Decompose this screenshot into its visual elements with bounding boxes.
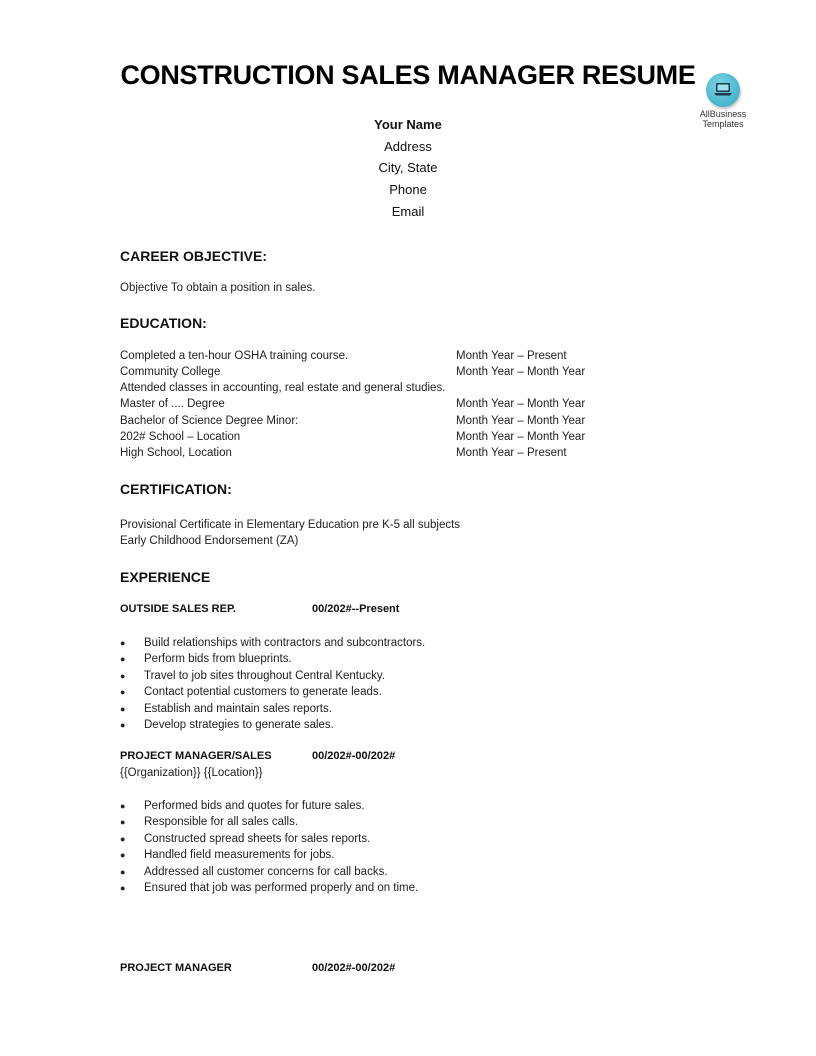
list-item <box>120 831 418 847</box>
certification-line: Early Childhood Endorsement (ZA) <box>120 535 299 547</box>
education-item: Bachelor of Science Degree Minor: <box>120 415 299 427</box>
bullet-icon: ● <box>120 654 126 665</box>
laptop-icon <box>706 73 740 107</box>
education-row <box>120 431 640 447</box>
education-row <box>120 398 640 414</box>
bullet-text: Performed bids and quotes for future sales. <box>144 800 365 812</box>
education-item: Completed a ten-hour OSHA training course. <box>120 350 349 362</box>
logo-line-2: Templates <box>702 119 744 129</box>
job-header <box>120 750 520 766</box>
list-item <box>120 798 418 814</box>
career-objective-heading: CAREER OBJECTIVE: <box>120 248 268 264</box>
education-dates: Month Year – Present <box>456 350 567 362</box>
bullet-text: Contact potential customers to generate leads. <box>144 686 382 699</box>
list-item <box>120 880 418 896</box>
experience-heading: EXPERIENCE <box>120 569 211 585</box>
bullet-text: Ensured that job was performed properly and on time. <box>144 881 419 894</box>
list-item <box>120 847 418 863</box>
education-dates: Month Year – Month Year <box>456 431 586 443</box>
education-dates: Month Year – Month Year <box>456 366 586 378</box>
page-title: CONSTRUCTION SALES MANAGER RESUME <box>120 60 696 90</box>
bullet-text: Develop strategies to generate sales. <box>144 718 334 731</box>
bullet-icon: ● <box>120 801 126 811</box>
bullet-icon: ● <box>120 687 126 698</box>
bullet-icon: ● <box>120 833 126 844</box>
job-dates: 00/202#--Present <box>312 603 400 615</box>
education-row <box>120 382 640 398</box>
education-dates: Month Year – Present <box>456 447 567 459</box>
education-item: 202# School – Location <box>120 431 241 443</box>
bullet-text: Travel to job sites throughout Central Kentucky. <box>144 669 385 682</box>
job-dates: 00/202#-00/202# <box>312 750 396 762</box>
education-heading: EDUCATION: <box>120 315 207 331</box>
job-header <box>120 962 520 978</box>
job-bullet-list <box>120 798 418 896</box>
list-item <box>120 814 418 830</box>
bullet-icon: ● <box>120 817 126 828</box>
list-item <box>120 651 425 667</box>
list-item <box>120 717 425 733</box>
bullet-text: Handled field measurements for jobs. <box>144 849 335 862</box>
career-objective-text: Objective To obtain a position in sales. <box>120 282 316 294</box>
bullet-icon: ● <box>120 850 126 861</box>
education-item: Attended classes in accounting, real estate and general studies. <box>120 382 446 394</box>
certification-heading: CERTIFICATION: <box>120 481 232 497</box>
bullet-icon: ● <box>120 882 126 893</box>
job-title: OUTSIDE SALES REP. <box>120 603 236 615</box>
job-header <box>120 603 520 619</box>
contact-email: Email <box>391 203 425 219</box>
education-dates: Month Year – Month Year <box>456 415 586 427</box>
job-organization: {{Organization}} {{Location}} <box>120 767 263 779</box>
logo-line-1: AllBusiness <box>699 109 747 119</box>
list-item <box>120 635 425 651</box>
education-item: Master of .... Degree <box>120 398 225 410</box>
contact-city-state: City, State <box>378 160 438 176</box>
bullet-icon: ● <box>120 719 126 730</box>
education-row <box>120 350 640 366</box>
contact-address: Address <box>384 138 432 154</box>
education-row <box>120 447 640 463</box>
bullet-icon: ● <box>120 638 126 648</box>
contact-block <box>0 114 816 222</box>
certification-line: Provisional Certificate in Elementary Education pre K-5 all subjects <box>120 519 461 531</box>
education-dates: Month Year – Month Year <box>456 398 586 410</box>
list-item <box>120 701 425 717</box>
job-dates: 00/202#-00/202# <box>312 962 396 974</box>
bullet-icon: ● <box>120 866 126 877</box>
bullet-text: Addressed all customer concerns for call backs. <box>144 865 388 878</box>
job-title: PROJECT MANAGER <box>120 962 232 974</box>
list-item <box>120 668 425 684</box>
education-row <box>120 366 640 382</box>
bullet-text: Establish and maintain sales reports. <box>144 702 332 715</box>
bullet-text: Build relationships with contractors and subcontractors. <box>144 637 426 649</box>
list-item <box>120 864 418 880</box>
bullet-text: Constructed spread sheets for sales reports. <box>144 832 371 845</box>
contact-phone: Phone <box>389 182 427 198</box>
education-item: High School, Location <box>120 447 232 459</box>
education-row <box>120 415 640 431</box>
bullet-icon: ● <box>120 670 126 681</box>
contact-name: Your Name <box>374 117 442 132</box>
bullet-text: Responsible for all sales calls. <box>144 816 299 829</box>
education-item: Community College <box>120 366 221 378</box>
bullet-text: Perform bids from blueprints. <box>144 653 292 666</box>
list-item <box>120 684 425 700</box>
job-bullet-list <box>120 635 425 733</box>
job-title: PROJECT MANAGER/SALES <box>120 750 272 762</box>
bullet-icon: ● <box>120 703 126 714</box>
